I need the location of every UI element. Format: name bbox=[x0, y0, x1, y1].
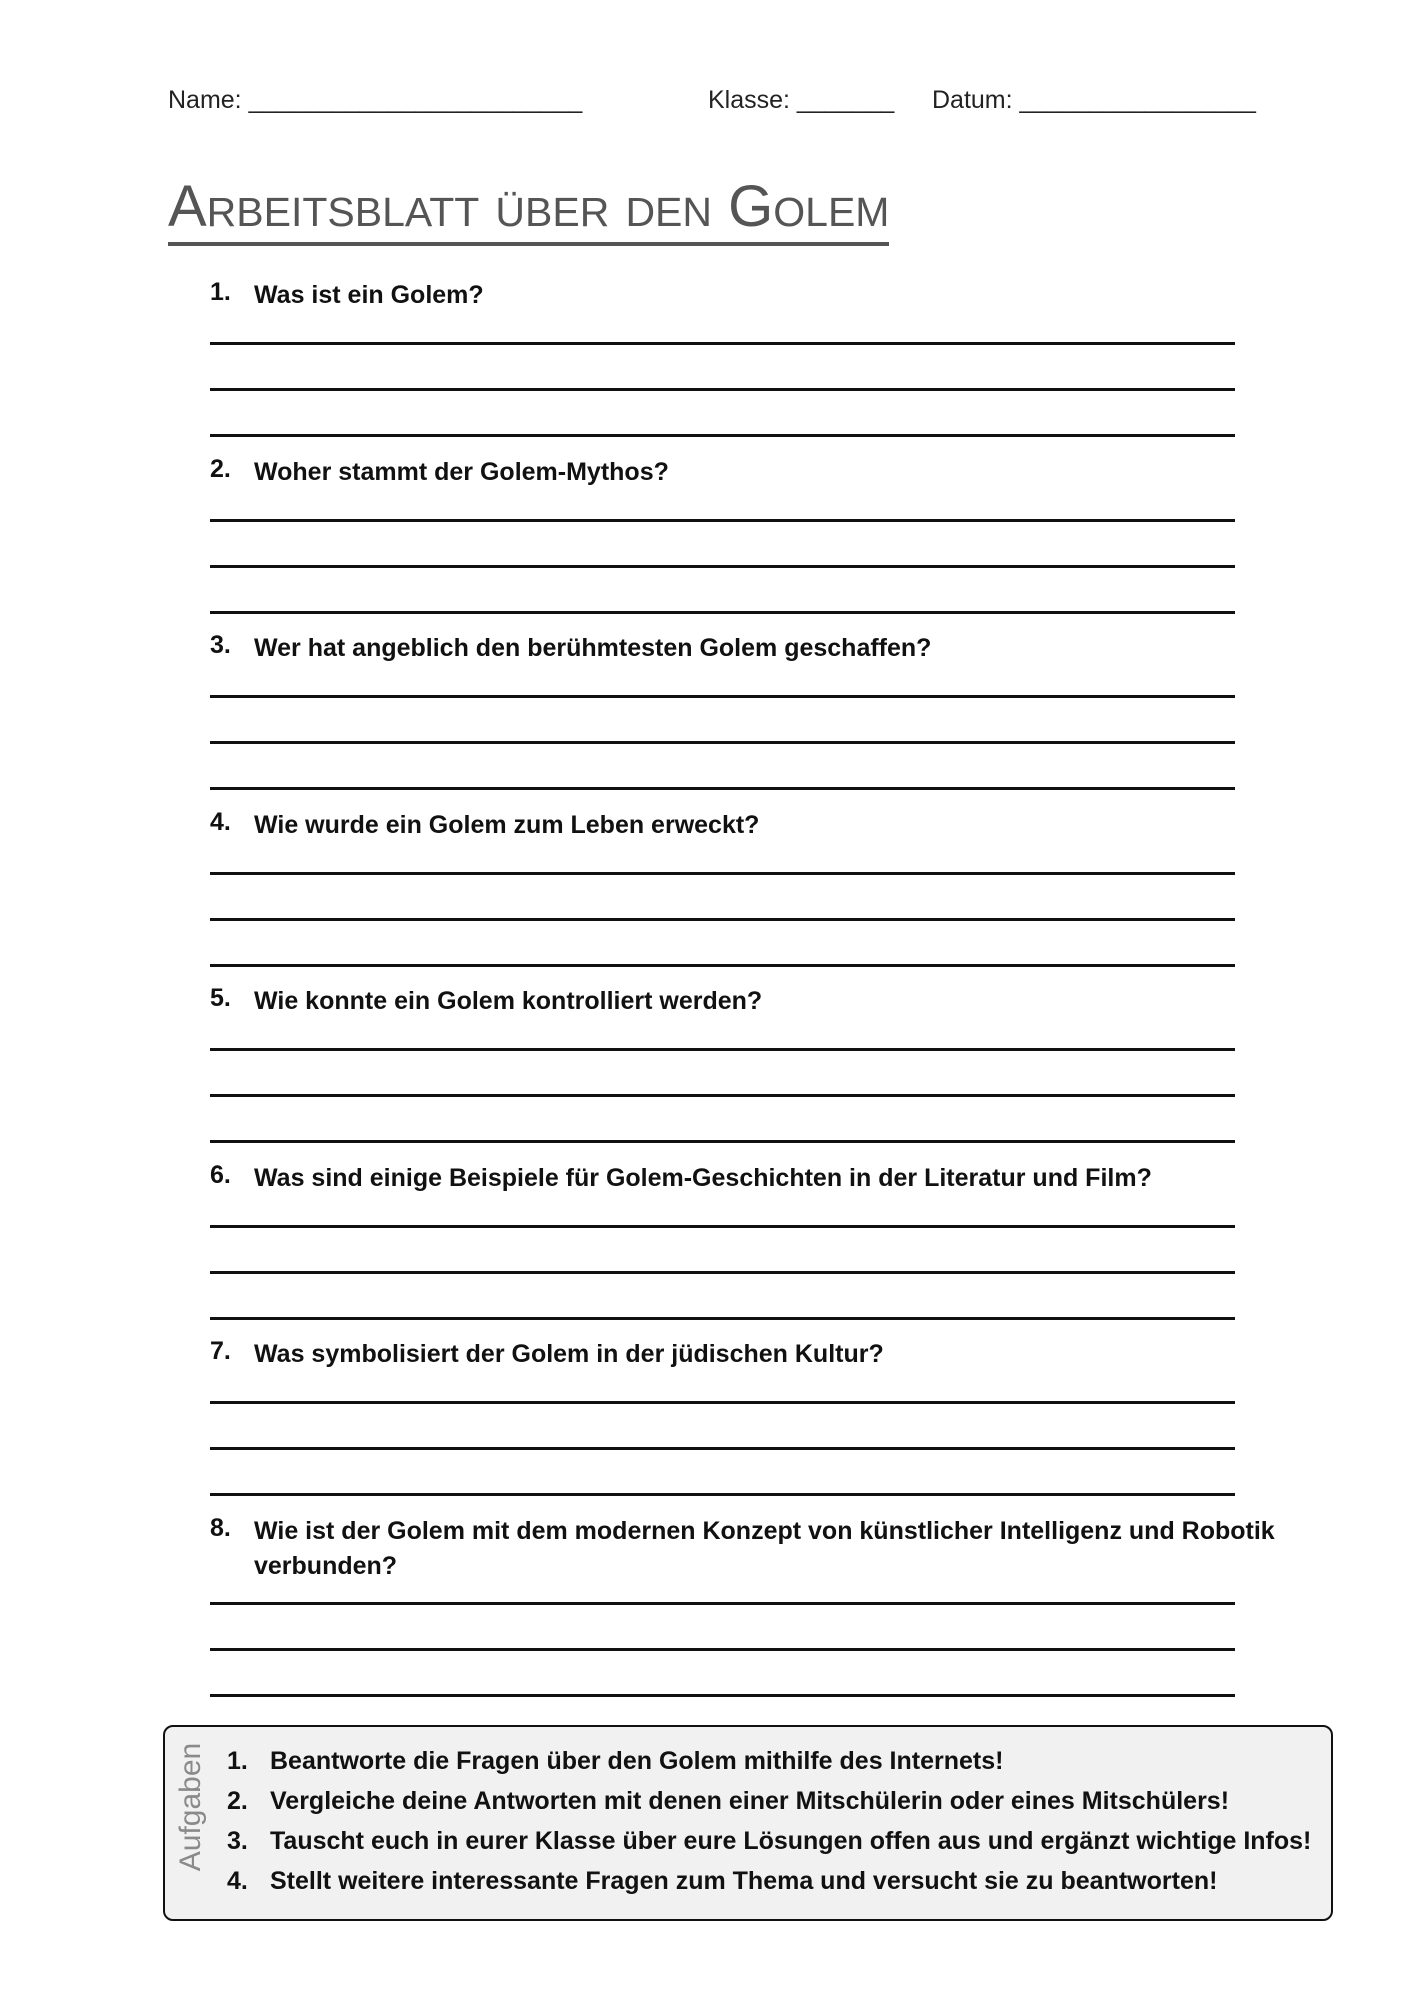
question-number: 4. bbox=[210, 807, 231, 836]
answer-line[interactable] bbox=[210, 342, 1235, 345]
question-number: 5. bbox=[210, 984, 231, 1012]
task-item bbox=[227, 1781, 1311, 1821]
answer-line[interactable] bbox=[210, 1648, 1235, 1651]
tasks-box bbox=[163, 1725, 1333, 1921]
answer-line[interactable] bbox=[210, 695, 1235, 698]
question-6 bbox=[210, 1158, 1245, 1335]
answer-line[interactable] bbox=[210, 388, 1235, 391]
answer-line[interactable] bbox=[210, 964, 1235, 967]
answer-line[interactable] bbox=[210, 1271, 1235, 1274]
answer-line[interactable] bbox=[210, 1447, 1235, 1450]
worksheet-header bbox=[0, 86, 1414, 116]
name-field[interactable]: Name: ________________________ bbox=[168, 86, 583, 114]
answer-line[interactable] bbox=[210, 787, 1235, 790]
question-text: Woher stammt der Golem-Mythos? bbox=[254, 457, 669, 486]
question-number: 3. bbox=[210, 631, 231, 659]
answer-line[interactable] bbox=[210, 1048, 1235, 1051]
question-1 bbox=[210, 275, 1245, 452]
answer-line[interactable] bbox=[210, 434, 1235, 437]
answer-line[interactable] bbox=[210, 1140, 1235, 1143]
question-7 bbox=[210, 1334, 1245, 1511]
question-4 bbox=[210, 805, 1245, 982]
question-text: Wie ist der Golem mit dem modernen Konzept von künstlicher Intelligenz und Robotik verbunden? bbox=[254, 1516, 1275, 1580]
answer-line[interactable] bbox=[210, 1094, 1235, 1097]
page-title: Arbeitsblatt über den Golem bbox=[168, 178, 889, 246]
answer-line[interactable] bbox=[210, 1225, 1235, 1228]
answer-lines[interactable] bbox=[210, 1602, 1235, 1740]
question-text: Was sind einige Beispiele für Golem-Geschichten in der Literatur und Film? bbox=[254, 1163, 1152, 1192]
question-number: 7. bbox=[210, 1337, 231, 1365]
task-text: Beantworte die Fragen über den Golem mithilfe des Internets! bbox=[270, 1747, 1004, 1775]
task-number: 1. bbox=[227, 1747, 248, 1775]
question-number: 6. bbox=[210, 1160, 231, 1189]
question-list bbox=[210, 275, 1275, 1711]
question-text: Wer hat angeblich den berühmtesten Golem geschaffen? bbox=[254, 634, 932, 662]
task-text: Vergleiche deine Antworten mit denen einer Mitschülerin oder eines Mitschülers! bbox=[270, 1787, 1230, 1815]
task-item bbox=[227, 1861, 1311, 1901]
task-number: 3. bbox=[227, 1827, 248, 1855]
answer-line[interactable] bbox=[210, 519, 1235, 522]
task-item bbox=[227, 1821, 1311, 1861]
answer-line[interactable] bbox=[210, 565, 1235, 568]
question-2 bbox=[210, 452, 1245, 629]
question-number: 8. bbox=[210, 1513, 231, 1542]
answer-line[interactable] bbox=[210, 872, 1235, 875]
answer-line[interactable] bbox=[210, 918, 1235, 921]
question-text: Wie wurde ein Golem zum Leben erweckt? bbox=[254, 810, 760, 839]
question-5 bbox=[210, 981, 1245, 1158]
question-text: Was ist ein Golem? bbox=[254, 281, 484, 309]
datum-field[interactable]: Datum: _________________ bbox=[932, 86, 1256, 114]
question-text: Was symbolisiert der Golem in der jüdischen Kultur? bbox=[254, 1340, 884, 1368]
question-3 bbox=[210, 628, 1245, 805]
task-list bbox=[227, 1741, 1311, 1901]
task-text: Stellt weitere interessante Fragen zum Thema und versucht sie zu beantworten! bbox=[270, 1867, 1218, 1895]
question-8 bbox=[210, 1511, 1275, 1711]
task-number: 2. bbox=[227, 1787, 248, 1815]
answer-line[interactable] bbox=[210, 611, 1235, 614]
answer-line[interactable] bbox=[210, 741, 1235, 744]
question-number: 2. bbox=[210, 454, 231, 483]
question-number: 1. bbox=[210, 278, 231, 306]
task-text: Tauscht euch in eurer Klasse über eure Lösungen offen aus und ergänzt wichtige Infos! bbox=[270, 1827, 1312, 1855]
task-number: 4. bbox=[227, 1867, 248, 1895]
answer-line[interactable] bbox=[210, 1602, 1235, 1605]
answer-line[interactable] bbox=[210, 1401, 1235, 1404]
answer-line[interactable] bbox=[210, 1317, 1235, 1320]
question-text: Wie konnte ein Golem kontrolliert werden? bbox=[254, 987, 763, 1015]
answer-line[interactable] bbox=[210, 1694, 1235, 1697]
task-item bbox=[227, 1741, 1311, 1781]
answer-line[interactable] bbox=[210, 1493, 1235, 1496]
klasse-field[interactable]: Klasse: _______ bbox=[708, 86, 895, 114]
tasks-label: Aufgaben bbox=[174, 1742, 207, 1872]
